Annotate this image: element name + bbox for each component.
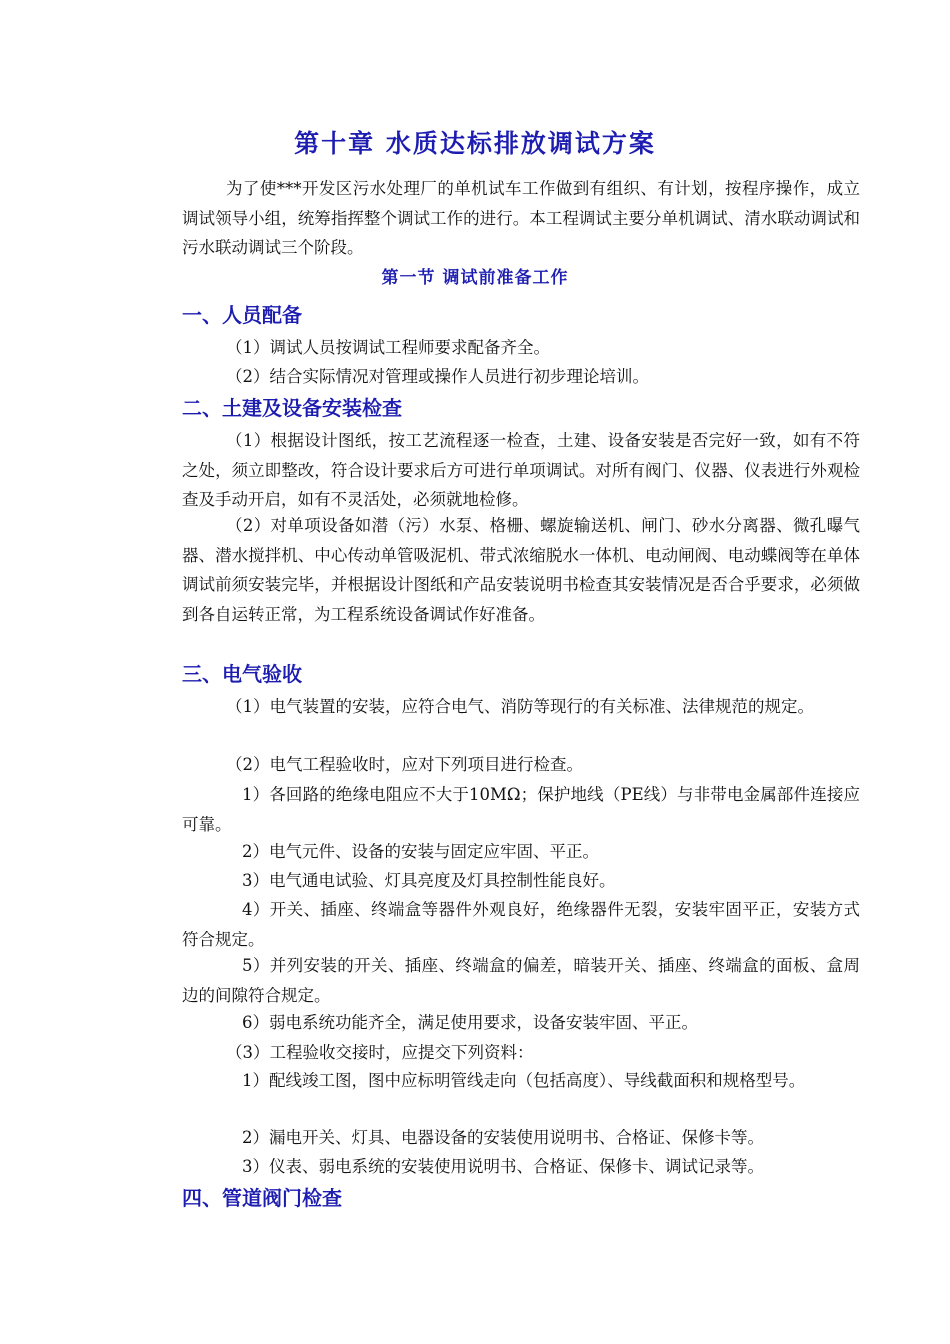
- handover-sub-2: 2）漏电开关、灯具、电器设备的安装使用说明书、合格证、保修卡等。: [242, 1128, 764, 1147]
- electrical-sub-3: 3）电气通电试验、灯具亮度及灯具控制性能良好。: [242, 871, 616, 890]
- heading-pipe-valve-check: 四、管道阀门检查: [182, 1186, 342, 1210]
- handover-sub-3: 3）仪表、弱电系统的安装使用说明书、合格证、保修卡、调试记录等。: [242, 1157, 764, 1176]
- heading-personnel: 一、人员配备: [182, 303, 302, 327]
- personnel-item-1: （1）调试人员按调试工程师要求配备齐全。: [226, 338, 550, 357]
- electrical-sub-5: 5）并列安装的开关、插座、终端盒的偏差，暗装开关、插座、终端盒的面板、盒周边的间隙符合规定。: [182, 956, 860, 1005]
- installation-item-1: （1）根据设计图纸，按工艺流程逐一检查，土建、设备安装是否完好一致，如有不符之处，须立即整改，符合设计要求后方可进行单项调试。对所有阀门、仪器、仪表进行外观检查及手动开启，如有不灵活处，必须就地检修。: [182, 431, 860, 509]
- electrical-sub-4: 4）开关、插座、终端盒等器件外观良好，绝缘器件无裂，安装牢固平正，安装方式符合规定。: [182, 900, 860, 949]
- heading-installation-check: 二、土建及设备安装检查: [182, 396, 402, 420]
- electrical-sub-6: 6）弱电系统功能齐全，满足使用要求，设备安装牢固、平正。: [242, 1013, 698, 1032]
- electrical-item-3: （3）工程验收交接时，应提交下列资料：: [226, 1043, 534, 1062]
- intro-paragraph: 为了使***开发区污水处理厂的单机试车工作做到有组织、有计划，按程序操作，成立调试领导小组，统筹指挥整个调试工作的进行。本工程调试主要分单机调试、清水联动调试和污水联动调试三个阶段。: [182, 179, 860, 257]
- chapter-title: 第十章 水质达标排放调试方案: [294, 129, 656, 158]
- handover-sub-1: 1）配线竣工图，图中应标明管线走向（包括高度）、导线截面积和规格型号。: [242, 1071, 806, 1090]
- electrical-item-1: （1）电气装置的安装，应符合电气、消防等现行的有关标准、法律规范的规定。: [226, 697, 814, 716]
- personnel-item-2: （2）结合实际情况对管理或操作人员进行初步理论培训。: [226, 367, 649, 386]
- heading-electrical-acceptance: 三、电气验收: [182, 662, 302, 686]
- section-title: 第一节 调试前准备工作: [381, 268, 569, 288]
- electrical-sub-2: 2）电气元件、设备的安装与固定应牢固、平正。: [242, 842, 599, 861]
- electrical-sub-1: 1）各回路的绝缘电阻应不大于10MΩ；保护地线（PE线）与非带电金属部件连接应可靠。: [182, 785, 860, 834]
- installation-item-2: （2）对单项设备如潜（污）水泵、格栅、螺旋输送机、闸门、砂水分离器、微孔曝气器、潜水搅拌机、中心传动单管吸泥机、带式浓缩脱水一体机、电动闸阀、电动蝶阀等在单体调试前须安装完毕，并根据设计图纸和产品安装说明书检查其安装情况是否合乎要求，必须做到各自运转正常，为工程系统设备调试作好准备。: [182, 516, 860, 624]
- electrical-item-2: （2）电气工程验收时，应对下列项目进行检查。: [226, 755, 583, 774]
